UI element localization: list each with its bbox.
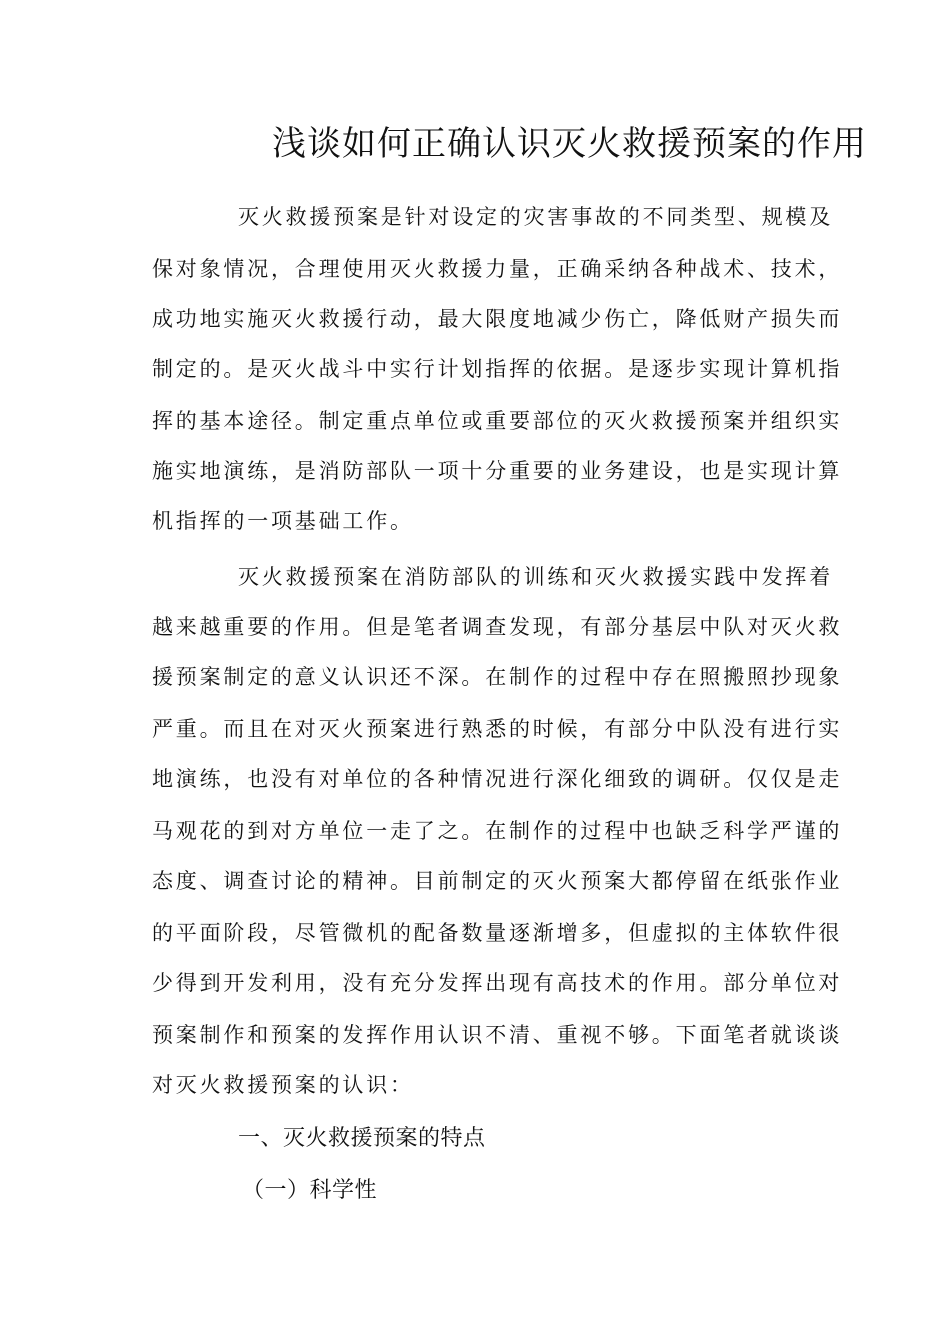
document-title: 浅谈如何正确认识灭火救援预案的作用 [272,124,867,164]
paragraph-line: 灭火救援预案在消防部队的训练和灭火救援实践中发挥着 [238,565,833,589]
paragraph-line: 的平面阶段，尽管微机的配备数量逐渐增多，但虚拟的主体软件很 [152,921,843,945]
paragraph-line: 保对象情况，合理使用灭火救援力量，正确采纳各种战术、技术， [152,257,843,281]
paragraph-line: 态度、调查讨论的精神。目前制定的灭火预案大都停留在纸张作业 [152,869,843,893]
paragraph-line: 挥的基本途径。制定重点单位或重要部位的灭火救援预案并组织实 [152,409,843,433]
paragraph-line: 灭火救援预案是针对设定的灾害事故的不同类型、规模及 [238,205,833,229]
paragraph-line: 制定的。是灭火战斗中实行计划指挥的依据。是逐步实现计算机指 [152,357,843,381]
paragraph-line: 越来越重要的作用。但是笔者调查发现，有部分基层中队对灭火救 [152,615,843,639]
paragraph-line: 对灭火救援预案的认识： [152,1073,414,1097]
paragraph-line: 成功地实施灭火救援行动，最大限度地减少伤亡，降低财产损失而 [152,307,843,331]
paragraph-line: 施实地演练，是消防部队一项十分重要的业务建设，也是实现计算 [152,459,843,483]
paragraph-line: 地演练，也没有对单位的各种情况进行深化细致的调研。仅仅是走 [152,767,843,791]
paragraph-line: 少得到开发利用，没有充分发挥出现有高技术的作用。部分单位对 [152,971,843,995]
paragraph-line: 马观花的到对方单位一走了之。在制作的过程中也缺乏科学严谨的 [152,819,843,843]
paragraph-line: 援预案制定的意义认识还不深。在制作的过程中存在照搬照抄现象 [152,665,843,689]
paragraph-line: 严重。而且在对灭火预案进行熟悉的时候，有部分中队没有进行实 [152,717,843,741]
paragraph-line: 机指挥的一项基础工作。 [152,509,414,533]
subsection-heading: （一）科学性 [242,1178,378,1203]
paragraph-line: 预案制作和预案的发挥作用认识不清、重视不够。下面笔者就谈谈 [152,1023,843,1047]
section-heading: 一、灭火救援预案的特点 [238,1126,486,1151]
